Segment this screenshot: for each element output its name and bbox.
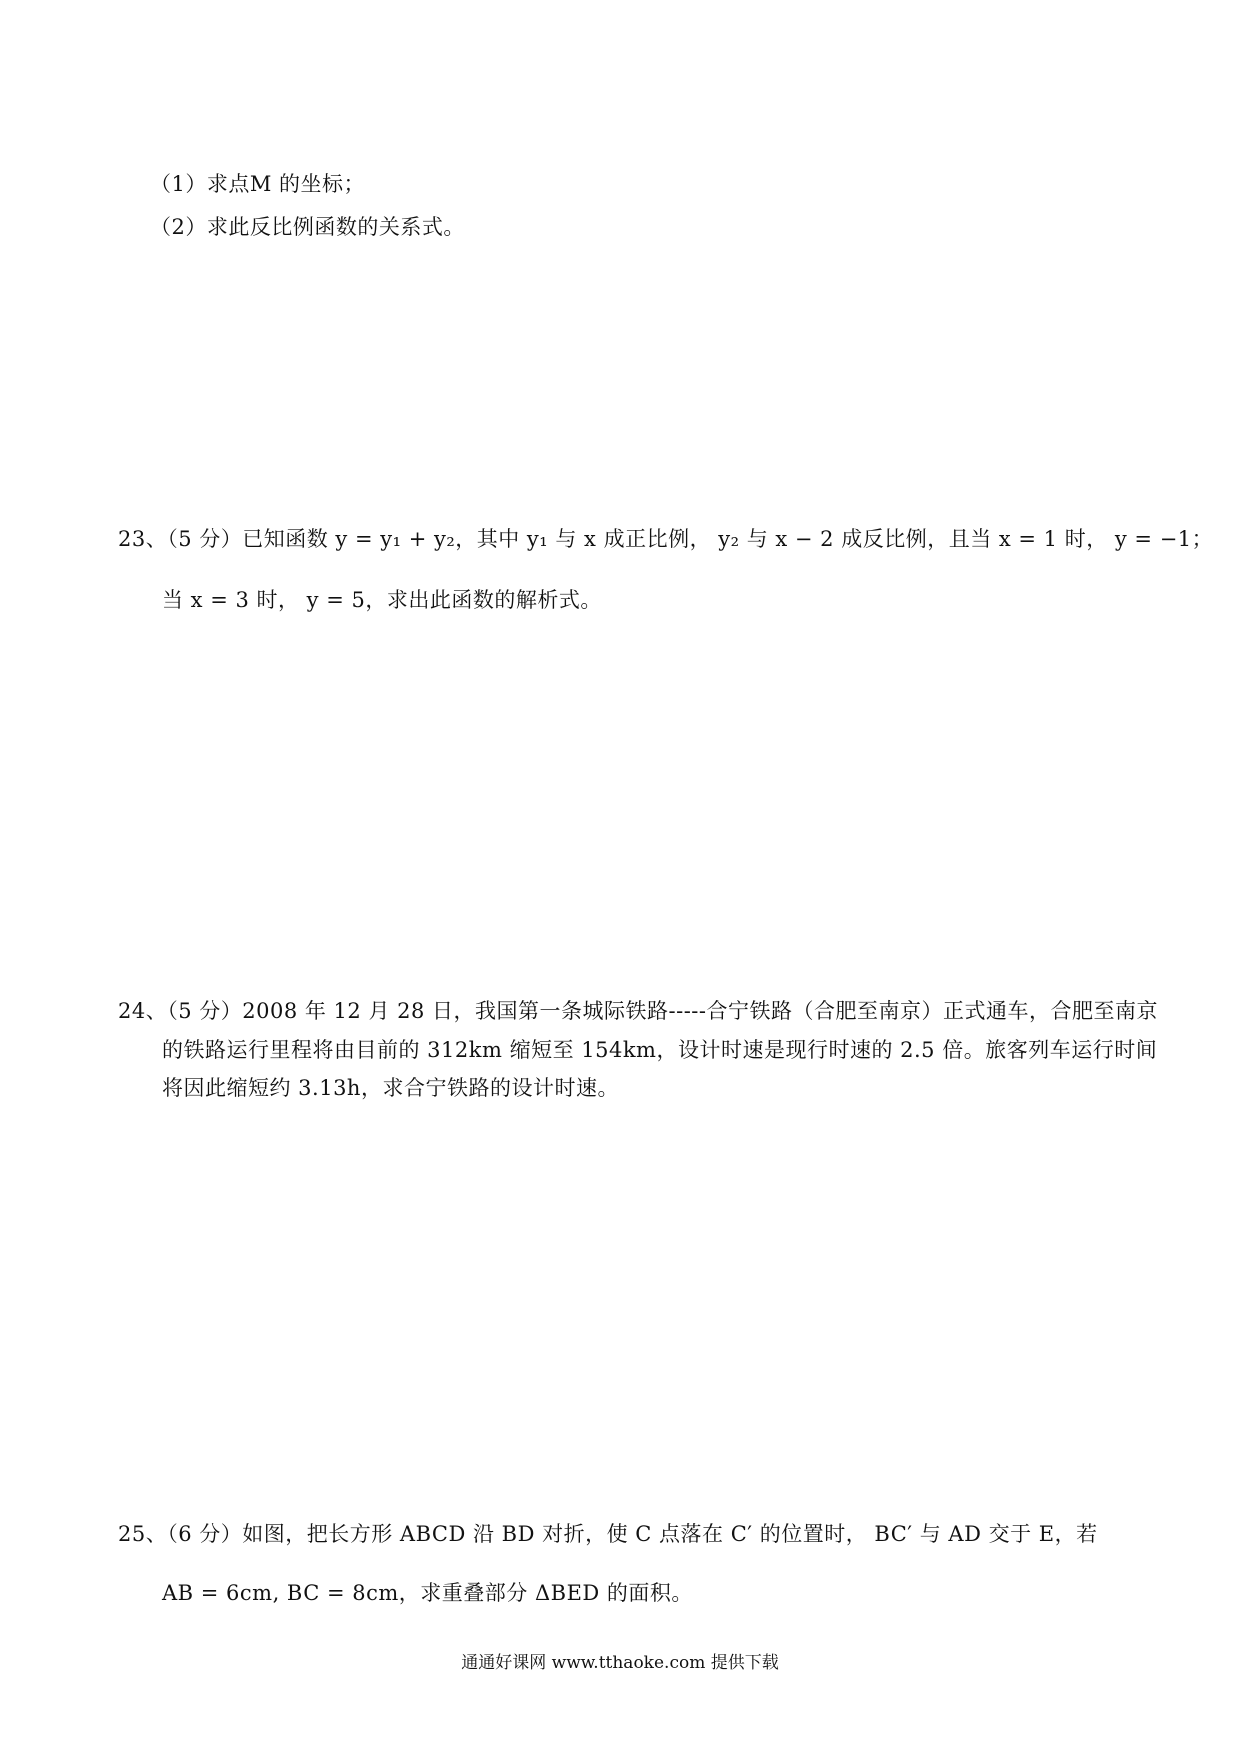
- question-24-line-1: 24、（5 分）2008 年 12 月 28 日，我国第一条城际铁路-----合宁铁路（合肥至南京）正式通车，合肥至南京: [118, 999, 1158, 1023]
- page-footer: 通通好课网 www.tthaoke.com 提供下载: [461, 1653, 779, 1673]
- question-24-line-2: 的铁路运行里程将由目前的 312km 缩短至 154km，设计时速是现行时速的 2.5 倍。旅客列车运行时间: [162, 1038, 1158, 1062]
- question-25-line-2: AB = 6cm, BC = 8cm，求重叠部分 ΔBED 的面积。: [162, 1581, 693, 1605]
- sub-question-1: （1）求点M 的坐标；: [150, 172, 366, 196]
- question-23-line-1: 23、（5 分）已知函数 y = y₁ + y₂，其中 y₁ 与 x 成正比例， y₂ 与 x − 2 成反比例，且当 x = 1 时， y = −1；: [118, 527, 1214, 551]
- question-24-line-3: 将因此缩短约 3.13h，求合宁铁路的设计时速。: [162, 1076, 619, 1100]
- sub-question-2: （2）求此反比例函数的关系式。: [150, 215, 465, 239]
- question-23-line-2: 当 x = 3 时， y = 5，求出此函数的解析式。: [162, 588, 602, 612]
- question-25-line-1: 25、（6 分）如图，把长方形 ABCD 沿 BD 对折，使 C 点落在 C′ 的位置时， BC′ 与 AD 交于 E，若: [118, 1522, 1098, 1546]
